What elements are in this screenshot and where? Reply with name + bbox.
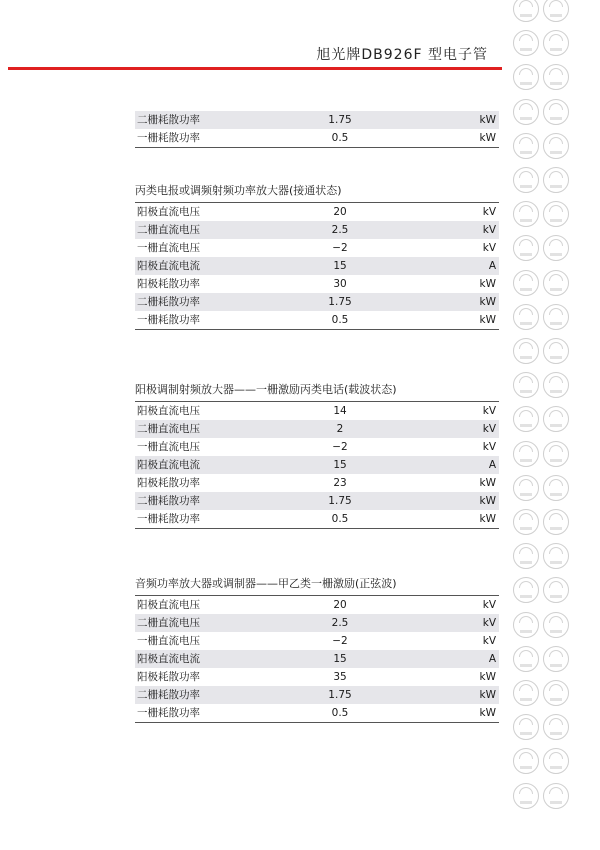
brand-seal-icon xyxy=(513,372,539,398)
param-value: 1.75 xyxy=(328,689,352,701)
param-value: 15 xyxy=(333,459,347,471)
table-row xyxy=(135,492,499,510)
brand-seal-icon xyxy=(513,167,539,193)
param-unit: kW xyxy=(479,296,496,308)
param-value: 30 xyxy=(333,278,347,290)
param-unit: kW xyxy=(479,132,496,144)
brand-seal-icon xyxy=(543,0,569,22)
param-value: 23 xyxy=(333,477,347,489)
param-value: 35 xyxy=(333,671,347,683)
section-title: 丙类电报或调频射频功率放大器(接通状态) xyxy=(135,184,342,197)
param-label: 阳极耗散功率 xyxy=(137,671,200,683)
param-label: 一栅耗散功率 xyxy=(137,132,200,144)
param-value: −2 xyxy=(332,635,348,647)
brand-seal-icon xyxy=(513,201,539,227)
param-unit: A xyxy=(488,459,496,471)
table-bottom-rule xyxy=(135,722,499,723)
brand-seal-icon xyxy=(543,714,569,740)
param-unit: kW xyxy=(479,513,496,525)
param-value: 0.5 xyxy=(331,513,349,525)
table-row xyxy=(135,311,499,329)
param-label: 二栅直流电压 xyxy=(137,423,200,435)
table-bottom-rule xyxy=(135,528,499,529)
param-value: 2.5 xyxy=(331,224,349,236)
spec-table-audio-amplifier xyxy=(135,574,499,723)
table-row xyxy=(135,596,499,614)
spec-table-anode-modulated xyxy=(135,380,499,529)
param-unit: kW xyxy=(479,707,496,719)
brand-seal-icon xyxy=(513,64,539,90)
brand-seal-icon xyxy=(513,509,539,535)
param-label: 一栅耗散功率 xyxy=(137,314,200,326)
brand-seal-icon xyxy=(543,406,569,432)
param-value: 0.5 xyxy=(331,132,349,144)
param-value: 2 xyxy=(336,423,344,435)
param-label: 二栅耗散功率 xyxy=(137,114,200,126)
param-value: 1.75 xyxy=(328,114,352,126)
table-row xyxy=(135,668,499,686)
table-row xyxy=(135,614,499,632)
param-value: 14 xyxy=(333,405,347,417)
table-row xyxy=(135,632,499,650)
page-title: 旭光牌DB926F 型电子管 xyxy=(316,47,488,63)
param-label: 一栅直流电压 xyxy=(137,242,200,254)
param-label: 一栅耗散功率 xyxy=(137,513,200,525)
spec-table-continued xyxy=(135,111,499,148)
param-value: 1.75 xyxy=(328,296,352,308)
brand-seal-icon xyxy=(543,201,569,227)
param-unit: kW xyxy=(479,314,496,326)
brand-seal-icon xyxy=(513,270,539,296)
table-row xyxy=(135,129,499,147)
param-label: 一栅直流电压 xyxy=(137,635,200,647)
brand-seal-icon xyxy=(543,441,569,467)
brand-seal-icon xyxy=(543,304,569,330)
section-title: 音频功率放大器或调制器——甲乙类一栅激励(正弦波) xyxy=(135,577,397,590)
section-title: 阳极调制射频放大器——一栅激励丙类电话(载波状态) xyxy=(135,383,397,396)
param-unit: kV xyxy=(482,599,496,611)
brand-seal-icon xyxy=(543,99,569,125)
param-label: 阳极直流电流 xyxy=(137,653,200,665)
param-unit: kV xyxy=(482,423,496,435)
brand-seal-icon xyxy=(513,543,539,569)
param-label: 阳极直流电压 xyxy=(137,405,200,417)
spec-table-class-c-telegraph xyxy=(135,181,499,330)
param-unit: kV xyxy=(482,206,496,218)
brand-seal-icon xyxy=(543,270,569,296)
table-row xyxy=(135,203,499,221)
brand-seal-icon xyxy=(543,646,569,672)
brand-seal-icon xyxy=(513,235,539,261)
brand-seal-icon xyxy=(513,475,539,501)
table-bottom-rule xyxy=(135,147,499,148)
table-row xyxy=(135,221,499,239)
table-row xyxy=(135,257,499,275)
table-row xyxy=(135,438,499,456)
brand-seal-icon xyxy=(543,783,569,809)
brand-seal-icon xyxy=(513,133,539,159)
brand-seal-icon xyxy=(543,235,569,261)
table-row xyxy=(135,275,499,293)
brand-seal-icon xyxy=(513,646,539,672)
param-label: 阳极耗散功率 xyxy=(137,278,200,290)
param-unit: kV xyxy=(482,617,496,629)
brand-seal-icon xyxy=(513,783,539,809)
brand-seal-icon xyxy=(513,714,539,740)
param-unit: kV xyxy=(482,441,496,453)
param-unit: A xyxy=(488,260,496,272)
param-unit: kW xyxy=(479,689,496,701)
param-unit: kV xyxy=(482,635,496,647)
brand-seal-icon xyxy=(543,509,569,535)
param-label: 阳极直流电流 xyxy=(137,260,200,272)
table-row xyxy=(135,686,499,704)
table-row xyxy=(135,704,499,722)
param-unit: A xyxy=(488,653,496,665)
brand-seal-icon xyxy=(543,475,569,501)
param-unit: kV xyxy=(482,242,496,254)
table-row xyxy=(135,111,499,129)
brand-seal-icon xyxy=(543,30,569,56)
param-unit: kV xyxy=(482,405,496,417)
param-label: 二栅耗散功率 xyxy=(137,296,200,308)
param-unit: kW xyxy=(479,671,496,683)
param-value: 15 xyxy=(333,653,347,665)
header-divider xyxy=(8,67,502,70)
param-label: 一栅耗散功率 xyxy=(137,707,200,719)
brand-seal-icon xyxy=(543,680,569,706)
table-row xyxy=(135,402,499,420)
brand-seal-icon xyxy=(543,64,569,90)
param-unit: kW xyxy=(479,477,496,489)
param-unit: kW xyxy=(479,278,496,290)
brand-seal-icon xyxy=(513,304,539,330)
param-value: −2 xyxy=(332,242,348,254)
param-label: 阳极直流电流 xyxy=(137,459,200,471)
table-row xyxy=(135,293,499,311)
table-bottom-rule xyxy=(135,329,499,330)
brand-seal-icon xyxy=(513,577,539,603)
param-label: 二栅耗散功率 xyxy=(137,495,200,507)
brand-seal-icon xyxy=(543,338,569,364)
brand-seal-icon xyxy=(513,338,539,364)
table-row xyxy=(135,650,499,668)
param-value: 1.75 xyxy=(328,495,352,507)
brand-seal-icon xyxy=(513,30,539,56)
param-label: 阳极直流电压 xyxy=(137,206,200,218)
param-label: 二栅耗散功率 xyxy=(137,689,200,701)
table-row xyxy=(135,510,499,528)
param-label: 阳极耗散功率 xyxy=(137,477,200,489)
brand-seal-icon xyxy=(543,748,569,774)
param-value: −2 xyxy=(332,441,348,453)
brand-seal-icon xyxy=(513,441,539,467)
brand-seal-icon xyxy=(543,577,569,603)
param-value: 20 xyxy=(333,599,347,611)
param-unit: kW xyxy=(479,495,496,507)
param-label: 一栅直流电压 xyxy=(137,441,200,453)
brand-seal-icon xyxy=(513,99,539,125)
brand-seal-icon xyxy=(513,748,539,774)
param-label: 二栅直流电压 xyxy=(137,617,200,629)
param-value: 0.5 xyxy=(331,314,349,326)
brand-seal-icon xyxy=(543,543,569,569)
brand-seal-icon xyxy=(543,372,569,398)
brand-seal-icon xyxy=(543,612,569,638)
param-label: 二栅直流电压 xyxy=(137,224,200,236)
table-row xyxy=(135,239,499,257)
table-row xyxy=(135,474,499,492)
param-value: 15 xyxy=(333,260,347,272)
brand-seal-icon xyxy=(513,680,539,706)
brand-seal-icon xyxy=(543,167,569,193)
brand-seal-icon xyxy=(513,406,539,432)
param-value: 0.5 xyxy=(331,707,349,719)
param-label: 阳极直流电压 xyxy=(137,599,200,611)
param-value: 20 xyxy=(333,206,347,218)
brand-seal-icon xyxy=(513,0,539,22)
table-row xyxy=(135,420,499,438)
brand-seal-icon xyxy=(543,133,569,159)
param-unit: kW xyxy=(479,114,496,126)
param-value: 2.5 xyxy=(331,617,349,629)
brand-seal-icon xyxy=(513,612,539,638)
table-row xyxy=(135,456,499,474)
param-unit: kV xyxy=(482,224,496,236)
